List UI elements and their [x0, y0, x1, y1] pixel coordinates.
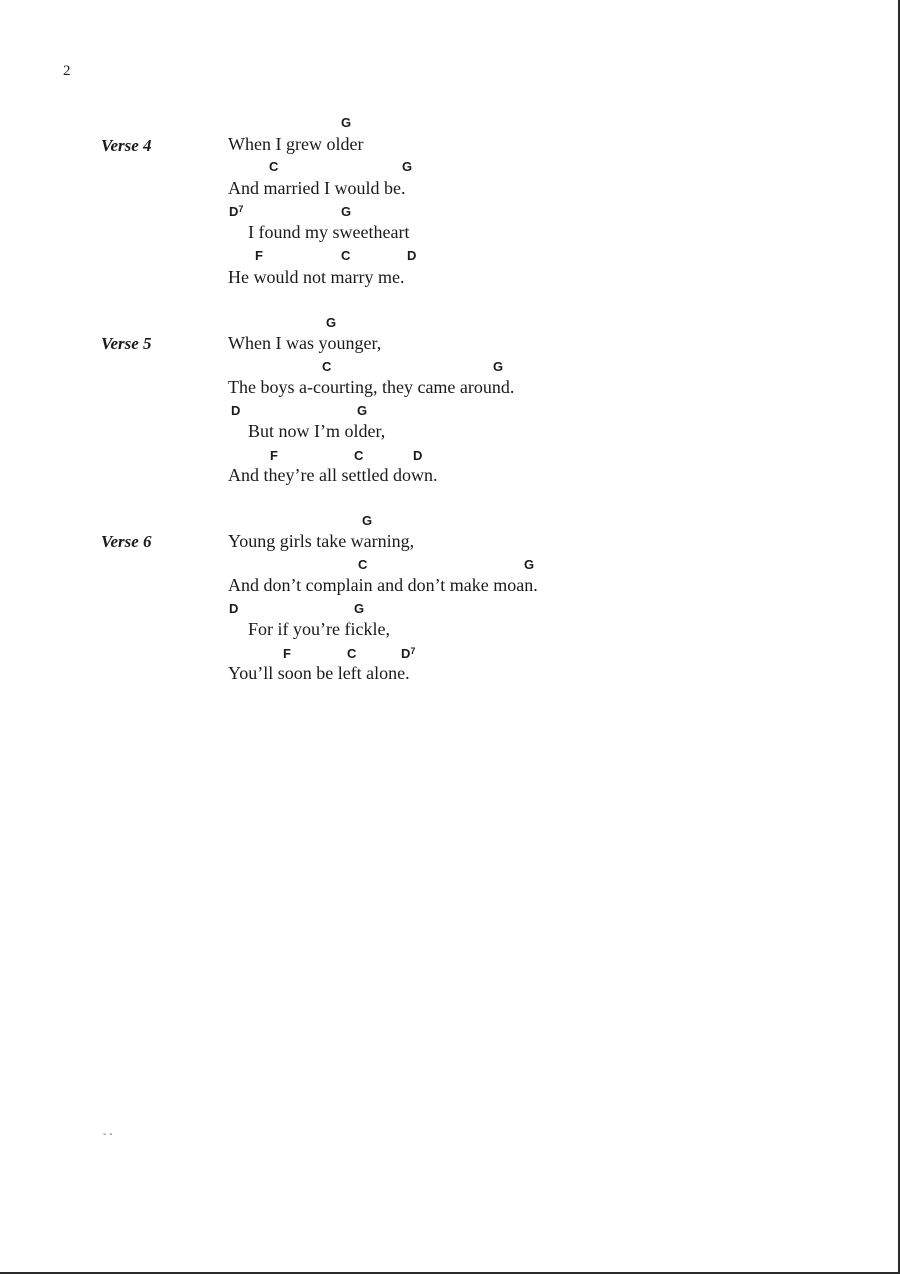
lyric-line: Young girls take warning,: [228, 531, 415, 551]
lyric-line: You’ll soon be left alone.: [228, 663, 410, 683]
chord: C: [269, 159, 279, 174]
chord: G: [402, 159, 413, 174]
chord: D: [413, 448, 423, 463]
chord: G: [326, 315, 337, 330]
verse-label: Verse 4: [101, 136, 152, 155]
lyric-line: And they’re all settled down.: [228, 465, 438, 485]
chord: D: [229, 601, 239, 616]
chord: C: [322, 359, 332, 374]
chord: F: [283, 646, 291, 661]
chord: D: [407, 248, 417, 263]
footer-mark: ‐ ‐: [103, 1129, 113, 1140]
chord: C: [347, 646, 357, 661]
lyric-line: The boys a-courting, they came around.: [228, 377, 515, 397]
chord: G: [341, 204, 352, 219]
lyric-line: For if you’re fickle,: [248, 619, 390, 639]
lyric-line: But now I’m older,: [248, 421, 386, 441]
lyric-line: I found my sweetheart: [248, 222, 410, 242]
chord: C: [358, 557, 368, 572]
chord: D: [231, 403, 241, 418]
chord: G: [341, 115, 352, 130]
chord: $D^7$: [401, 646, 416, 661]
chord: G: [493, 359, 504, 374]
page-number: 2: [63, 63, 71, 79]
chord: C: [341, 248, 351, 263]
chord: $D^7$: [229, 204, 244, 219]
chord: G: [524, 557, 535, 572]
chord: C: [354, 448, 364, 463]
lyric-line: And married I would be.: [228, 178, 406, 198]
lyric-line: When I was younger,: [228, 333, 382, 353]
verse-label: Verse 6: [101, 532, 152, 551]
lyric-line: He would not marry me.: [228, 267, 405, 287]
chord: F: [270, 448, 278, 463]
lyric-line: When I grew older: [228, 134, 364, 154]
lyric-line: And don’t complain and don’t make moan.: [228, 575, 538, 595]
verse-label: Verse 5: [101, 334, 152, 353]
chord: G: [362, 513, 373, 528]
chord: F: [255, 248, 263, 263]
chord: G: [354, 601, 365, 616]
chord: G: [357, 403, 368, 418]
